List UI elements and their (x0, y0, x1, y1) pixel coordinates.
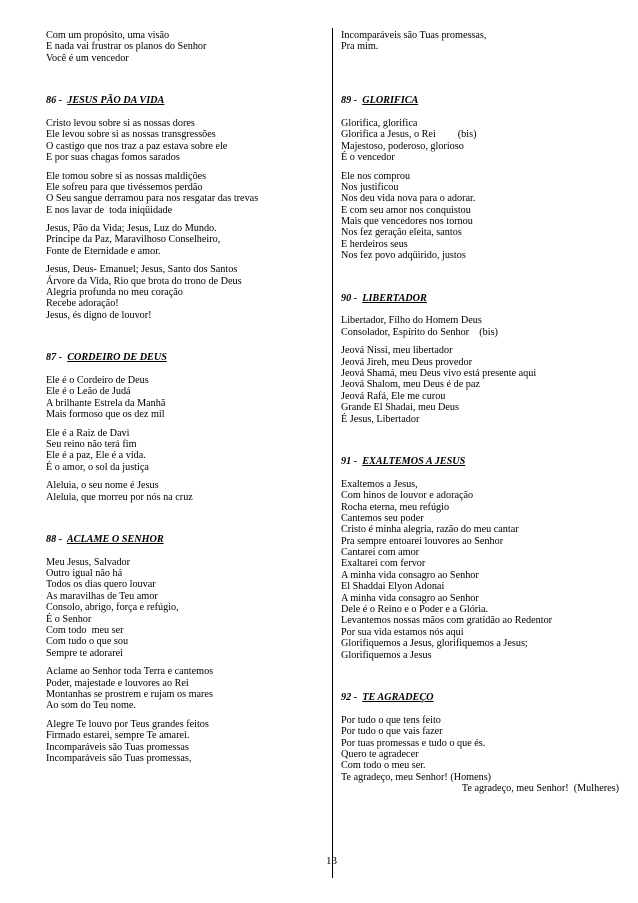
lyric-line: Alegria profunda no meu coração (46, 287, 183, 299)
lyric-line: Árvore da Vida, Rio que brota do trono de Deus (46, 275, 242, 287)
lyric-line: Jeová Rafá, Ele me curou (341, 390, 446, 402)
lyric-line: Seu reino não terá fim (46, 438, 137, 450)
bis-note: (bis) (457, 129, 477, 141)
lyric-line: Ele é o Cordeiro de Deus (46, 374, 149, 386)
lyric-line: Glorifiquemos a Jesus (341, 649, 432, 661)
lyric-line: Ele é a paz, Ele é a vida. (46, 450, 146, 462)
lyric-line: Ao som do Teu nome. (46, 700, 136, 712)
lyric-line: Te agradeço, meu Senhor! (Homens) (341, 771, 492, 783)
lyric-line: Ele nos comprou (341, 170, 411, 182)
lyric-line: Nos fez povo adqüirido, justos (341, 250, 466, 262)
lyric-line: Pra mim. (341, 41, 379, 53)
song-title-91: 91 - EXALTEMOS A JESUS (341, 455, 466, 467)
lyric-line: E por suas chagas fomos sarados (46, 152, 180, 164)
lyric-line: Com todo o meu ser. (341, 760, 426, 772)
lyric-line: Cantarei com amor (341, 547, 420, 559)
lyric-line: Todos os dias quero louvar (46, 579, 156, 591)
lyric-line: Por tudo o que vais fazer (341, 726, 443, 738)
lyric-line: Nos justificou (341, 181, 399, 193)
lyric-line: É o amor, o sol da justiça (46, 461, 149, 473)
lyric-line: Firmado estarei, sempre Te amarei. (46, 730, 190, 742)
lyric-line: Exaltemos a Jesus, (341, 478, 418, 490)
lyric-line: Incomparáveis são Tuas promessas (46, 741, 189, 753)
lyric-line: Com um propósito, uma visão (46, 30, 170, 41)
lyric-line: Rocha eterna, meu refúgio (341, 501, 450, 513)
lyric-line: Ele é o Leão de Judá (46, 386, 131, 398)
lyric-line: E com seu amor nos conquistou (341, 204, 471, 216)
lyric-line: Por sua vida estamos nós aqui (341, 626, 464, 638)
lyric-line: Ele levou sobre si as nossas transgressões (46, 129, 216, 141)
lyric-line: Com tudo o que sou (46, 636, 129, 648)
lyric-line: Nos fez geração eleita, santos (341, 227, 462, 239)
page-number: 13 (326, 855, 337, 867)
lyric-line: Levantemos nossas mãos com gratidão ao Redentor (341, 615, 553, 627)
lyric-line: Jeová Nissi, meu libertador (341, 345, 453, 357)
lyric-line: Ele sofreu para que tivéssemos perdão (46, 181, 203, 193)
lyric-line: Majestoso, poderoso, glorioso (341, 140, 464, 152)
lyric-line: Mais que vencedores nos tornou (341, 216, 473, 228)
lyric-line: Por tudo o que tens feito (341, 714, 441, 726)
lyric-line: Dele é o Reino e o Poder e a Glória. (341, 604, 489, 616)
lyric-line: Consolador, Espírito do Senhor (bis) (341, 326, 498, 338)
lyric-line: Com todo meu ser (46, 625, 124, 637)
lyric-line: O Seu sangue derramou para nos resgatar das trevas (46, 193, 259, 205)
lyric-line: É o Senhor (46, 613, 92, 625)
lyric-line: Grande El Shadai, meu Deus (341, 402, 459, 414)
lyric-line: O castigo que nos traz a paz estava sobre ele (46, 140, 228, 152)
lyric-line: E herdeiros seus (341, 238, 408, 250)
lyric-line: As maravilhas de Teu amor (46, 590, 158, 602)
song-title-90: 90 - LIBERTADOR (341, 292, 427, 304)
lyric-line: Quero te agradecer (341, 748, 419, 760)
lyric-line: Alegre Te louvo por Teus grandes feitos (46, 718, 209, 730)
lyric-line: Consolo, abrigo, força e refúgio, (46, 602, 179, 614)
lyric-line: Libertador, Filho do Homem Deus (341, 315, 482, 327)
lyric-line: Glorifica, glorifica (341, 117, 418, 129)
lyric-line: Exaltarei com fervor (341, 558, 426, 570)
lyric-line: Cantemos seu poder (341, 512, 424, 524)
lyric-line: E nada vai frustrar os planos do Senhor (46, 41, 207, 53)
lyric-line: Pra sempre entoarei louvores ao Senhor (341, 535, 504, 547)
lyric-line: Jeová Shamá, meu Deus vivo está presente aqui (341, 367, 537, 379)
lyric-line: Recebe adoração! (46, 298, 119, 310)
lyric-line: Por tuas promessas e tudo o que és. (341, 737, 486, 749)
lyric-line: Cristo levou sobre si as nossas dores (46, 117, 195, 129)
lyric-line: A brilhante Estrela da Manhã (46, 397, 166, 409)
lyric-line: Príncipe da Paz, Maravilhoso Conselheiro, (46, 234, 221, 246)
lyric-line: Incomparáveis são Tuas promessas, (46, 752, 192, 764)
lyric-line: A minha vida consagro ao Senhor (341, 569, 479, 581)
lyric-line: Meu Jesus, Salvador (46, 556, 131, 568)
lyric-line: Poder, majestade e louvores ao Rei (46, 677, 189, 689)
lyric-line: Mais formoso que os dez mil (46, 409, 165, 421)
lyric-line: Glorifica a Jesus, o Rei (bis) (341, 129, 477, 141)
lyric-line: Aclame ao Senhor toda Terra e cantemos (46, 666, 214, 678)
lyric-line: Glorifiquemos a Jesus, glorifiquemos a Jesus; (341, 638, 528, 650)
lyric-line: Aleluia, que morreu por nós na cruz (46, 491, 193, 503)
song-title-89: 89 - GLORIFICA (341, 95, 419, 107)
song-title-87: 87 - CORDEIRO DE DEUS (46, 352, 167, 364)
left-column (46, 30, 316, 764)
lyric-line: Com hinos de louvor e adoração (341, 490, 474, 502)
lyric-line: Jesus, Deus- Emanuel; Jesus, Santo dos Santos (46, 264, 238, 276)
lyric-line: Jeová Shalom, meu Deus é de paz (341, 379, 480, 391)
lyric-line: Incomparáveis são Tuas promessas, (341, 30, 487, 41)
song-title-86: 86 - JESUS PÃO DA VIDA (46, 95, 165, 107)
song-title-88: 88 - ACLAME O SENHOR (46, 533, 164, 545)
lyric-line: Jeová Jireh, meu Deus provedor (341, 356, 472, 368)
lyric-line: A minha vida consagro ao Senhor (341, 592, 479, 604)
lyric-line: Ele tomou sobre si as nossas maldições (46, 170, 207, 182)
lyric-line: É o vencedor (341, 152, 395, 164)
lyric-line: Outro igual não há (46, 568, 123, 580)
lyric-line: E nos lavar de toda iniqüidade (46, 204, 173, 216)
lyric-line: Sempre te adorarei (46, 647, 123, 659)
right-column (341, 30, 623, 794)
lyric-line: El Shaddai Elyon Adonai (341, 581, 445, 593)
song-title-92: 92 - TE AGRADEÇO (341, 691, 434, 703)
lyric-line: Você é um vencedor (46, 52, 129, 64)
lyric-line: Jesus, és digno de louvor! (46, 309, 152, 321)
lyric-line: Nos deu vida nova para o adorar. (341, 193, 476, 205)
lyric-line: Jesus, Pão da Vida; Jesus, Luz do Mundo. (46, 223, 217, 235)
lyric-line: Montanhas se prostrem e rujam os mares (46, 688, 213, 700)
lyric-line: Fonte de Eternidade e amor. (46, 245, 161, 257)
lyric-line: Ele é a Raiz de Davi (46, 427, 130, 439)
lyric-line: Aleluia, o seu nome é Jesus (46, 480, 159, 492)
lyric-line: Cristo é minha alegria, razão do meu cantar (341, 524, 519, 536)
lyric-line-right: Te agradeço, meu Senhor! (Mulheres) (461, 783, 619, 795)
lyric-line: É Jesus, Libertador (341, 413, 420, 425)
column-divider (332, 28, 333, 878)
